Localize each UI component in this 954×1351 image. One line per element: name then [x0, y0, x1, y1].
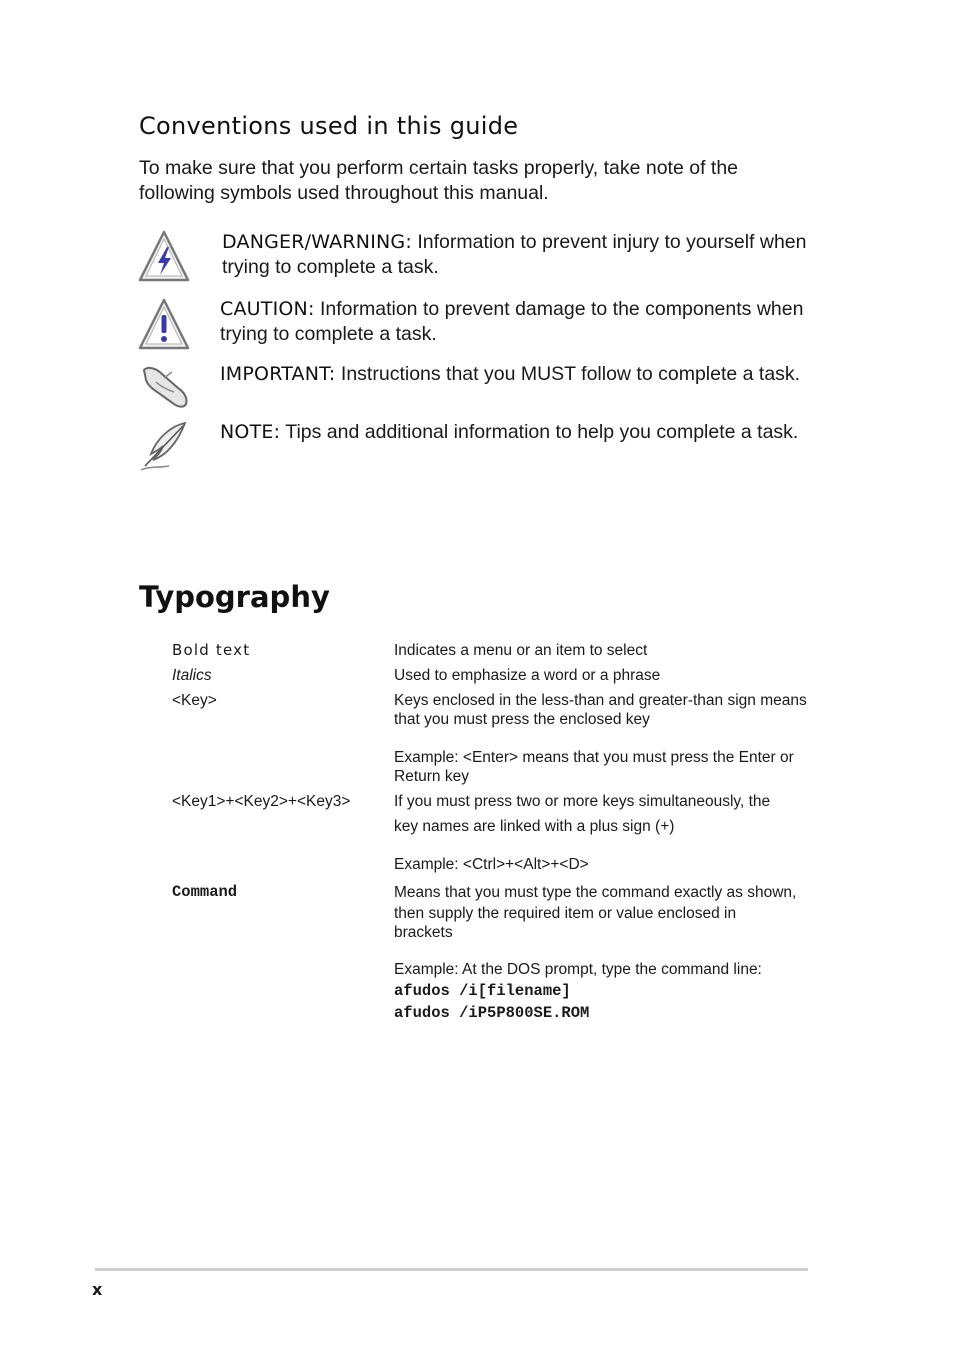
typo-term-keycombo: <Key1>+<Key2>+<Key3> — [172, 793, 351, 810]
typo-code-line-2: afudos /iP5P800SE.ROM — [394, 1004, 590, 1022]
typo-desc-key: Keys enclosed in the less-than and greater-than sign means that you must press the enclosed key — [394, 692, 807, 728]
typo-term-italics: Italics — [172, 667, 212, 684]
danger-warning-note — [222, 230, 812, 280]
typo-code-line-1: afudos /i[filename] — [394, 982, 571, 1000]
typo-example-key: Example: <Enter> means that you must press the Enter or Return key — [394, 749, 794, 785]
caution-text: Information to prevent damage to the components when trying to complete a task. — [220, 298, 804, 345]
typo-desc-command: Means that you must type the command exactly as shown, — [394, 884, 797, 901]
typo-desc-italics: Used to emphasize a word or a phrase — [394, 667, 661, 684]
caution-note — [220, 297, 810, 347]
note-note — [220, 420, 810, 445]
section-title-typography: Typography — [139, 580, 330, 614]
note-feather-icon — [137, 420, 191, 474]
typo-term-key: <Key> — [172, 692, 217, 709]
typo-example-command: Example: At the DOS prompt, type the command line: — [394, 961, 762, 978]
typo-desc-command-line2: then supply the required item or value enclosed in brackets — [394, 905, 737, 941]
typo-desc-bold: Indicates a menu or an item to select — [394, 642, 648, 659]
important-label: IMPORTANT: — [220, 363, 336, 385]
note-text: Tips and additional information to help you complete a task. — [285, 421, 799, 443]
typo-example-keycombo: Example: <Ctrl>+<Alt>+<D> — [394, 856, 589, 873]
danger-warning-text: Information to prevent injury to yourself when trying to complete a task. — [222, 231, 807, 278]
important-note — [220, 362, 810, 387]
typo-term-command: Command — [172, 883, 238, 901]
important-text: Instructions that you MUST follow to complete a task. — [340, 363, 801, 385]
page-number: x — [92, 1280, 103, 1299]
danger-warning-label: DANGER/WARNING: — [222, 231, 412, 253]
typo-term-bold: Bold text — [172, 641, 251, 659]
typo-desc-keycombo: If you must press two or more keys simultaneously, the — [394, 793, 771, 810]
caution-label: CAUTION: — [220, 298, 315, 320]
danger-warning-icon — [137, 229, 191, 283]
conventions-intro: To make sure that you perform certain tasks properly, take note of the following symbols used throughout this manual. — [139, 157, 739, 204]
note-label: NOTE: — [220, 421, 281, 443]
caution-icon — [137, 297, 191, 351]
footer-rule — [95, 1268, 808, 1271]
typo-desc-keycombo-line2: key names are linked with a plus sign (+) — [394, 818, 675, 835]
section-title-conventions: Conventions used in this guide — [139, 112, 519, 140]
important-hand-icon — [138, 360, 192, 414]
